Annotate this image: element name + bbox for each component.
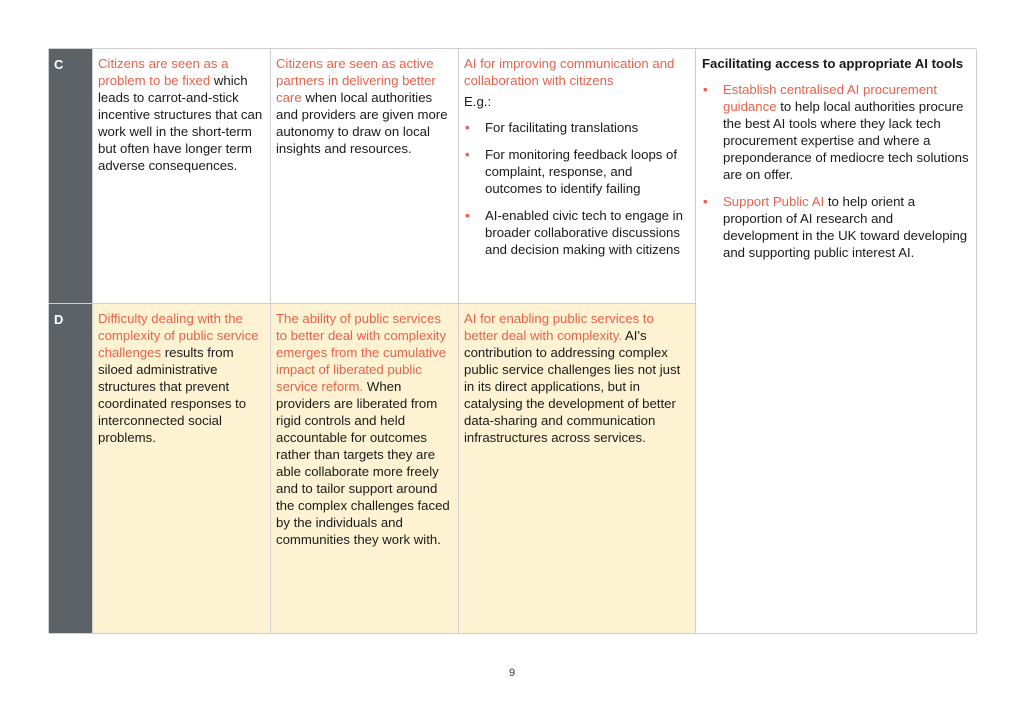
list-item	[464, 119, 690, 136]
row-d-problem-cell	[93, 304, 271, 634]
row-d-reform-text: When providers are liberated from rigid controls and held accountable for outcomes rather than targets they are able collaborate more freely and to tailor support around the complex challenges faced by the individuals and communities they work with.	[276, 379, 450, 547]
recommendations-heading: Facilitating access to appropriate AI tools	[702, 56, 964, 71]
row-c-reform-cell	[271, 49, 459, 304]
row-c-problem-text: which leads to carrot-and-stick incentive structures that can work well in the short-term but often have longer term adverse consequences.	[98, 73, 263, 173]
row-d-ai-cell	[459, 304, 696, 634]
recommendations-cell	[696, 49, 977, 634]
bullet-icon: •	[465, 147, 470, 162]
row-c-problem-highlight: Citizens are seen as a problem to be fixed	[98, 56, 229, 88]
row-d-ai-text: AI's contribution to addressing complex public service challenges lies not just in its direct applications, but in catalysing the development of better data-sharing and communication infrastructures across services.	[464, 328, 681, 445]
row-label-c: C	[49, 49, 93, 304]
recommendation-highlight: Establish centralised AI procurement guidance	[723, 82, 938, 114]
row-d-ai-highlight: AI for enabling public services to better deal with complexity.	[464, 311, 654, 343]
row-c-reform-highlight: Citizens are seen as active partners in delivering better care	[276, 56, 436, 105]
list-item	[702, 81, 970, 183]
row-c-ai-cell	[459, 49, 696, 304]
row-c-ai-highlight: AI for improving communication and collaboration with citizens	[464, 56, 675, 88]
bullet-icon: •	[703, 82, 708, 97]
list-item	[702, 193, 970, 261]
row-c-ai-list	[464, 119, 690, 258]
row-c-problem-cell	[93, 49, 271, 304]
list-item-text: AI-enabled civic tech to engage in broader collaborative discussions and decision making with citizens	[485, 208, 683, 257]
bullet-icon: •	[465, 208, 470, 223]
row-d-reform-cell	[271, 304, 459, 634]
list-item	[464, 207, 690, 258]
recommendation-highlight: Support Public AI	[723, 194, 825, 209]
policy-table	[48, 48, 976, 633]
recommendation-text: to help orient a proportion of AI research and development in the UK toward developing and supporting public interest AI.	[723, 194, 968, 260]
row-label-d: D	[49, 304, 93, 634]
bullet-icon: •	[465, 120, 470, 135]
bullet-icon: •	[703, 194, 708, 209]
list-item-text: For monitoring feedback loops of complaint, response, and outcomes to identify failing	[485, 147, 678, 196]
list-item	[464, 146, 690, 197]
list-item-text: For facilitating translations	[485, 120, 639, 135]
row-c-reform-text: when local authorities and providers are given more autonomy to draw on local insights and resources.	[276, 90, 448, 156]
page-number: 9	[508, 667, 516, 679]
row-d-problem-highlight: Difficulty dealing with the complexity of public service challenges	[98, 311, 259, 360]
recommendation-text: to help local authorities procure the best AI tools where they lack tech procurement expertise and where a preponderance of mediocre tech solutions are on offer.	[723, 99, 969, 182]
recommendations-list	[702, 81, 970, 261]
row-c-ai-eg: E.g.:	[464, 94, 492, 109]
row-d-problem-text: results from siloed administrative structures that prevent coordinated responses to interconnected social problems.	[98, 345, 247, 445]
row-d-reform-highlight: The ability of public services to better deal with complexity emerges from the cumulative impact of liberated public service reform.	[276, 311, 447, 394]
